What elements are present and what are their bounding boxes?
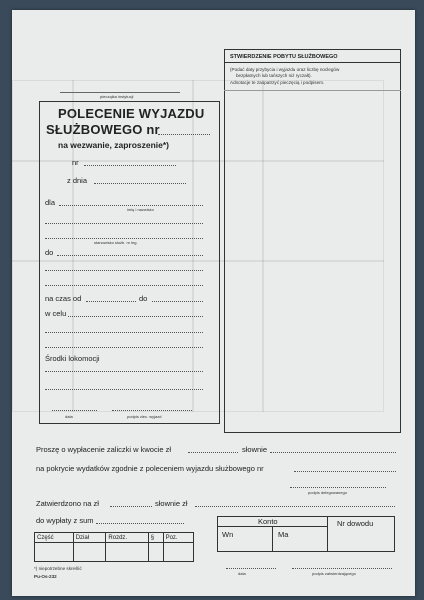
advance-order-number-field[interactable] — [294, 471, 396, 472]
column-header: Rozdz. — [106, 533, 148, 543]
destination-field[interactable] — [57, 255, 203, 256]
confirmation-row-divider — [224, 90, 401, 91]
stay-confirmation-box — [224, 49, 401, 433]
destination-field-2[interactable] — [45, 270, 203, 271]
table-cell[interactable] — [35, 543, 74, 562]
advance-words-label: słownie — [242, 445, 268, 454]
purpose-field-2[interactable] — [45, 332, 203, 333]
table-cell[interactable] — [148, 543, 163, 562]
name-field[interactable] — [59, 205, 203, 206]
credit-label: Ma — [278, 530, 289, 539]
order-date-caption: data — [65, 414, 73, 419]
name-field-2[interactable] — [45, 223, 203, 224]
confirmation-note-1: (Podać daty przybycia i wyjazdu oraz liczbę noclegów — [230, 67, 340, 72]
approver-signature-line[interactable] — [292, 568, 392, 569]
position-caption: stanowisko służb. nr leg. — [94, 240, 138, 245]
purpose-field[interactable] — [68, 316, 203, 317]
transport-label: Środki lokomocji — [45, 354, 100, 363]
transport-field[interactable] — [45, 371, 203, 372]
konto-header: Konto — [258, 517, 278, 526]
payout-label: do wypłaty z sum — [36, 516, 94, 525]
table-cell[interactable] — [73, 543, 106, 562]
order-subtitle: na wezwanie, zaproszenie*) — [58, 140, 170, 150]
bottom-date-caption: data — [238, 571, 246, 576]
confirmation-header-divider — [224, 62, 401, 63]
purpose-field-3[interactable] — [45, 347, 203, 348]
account-divider — [272, 526, 273, 552]
for-label: dla — [45, 198, 56, 207]
table-row — [35, 543, 194, 562]
advance-amount-field[interactable] — [188, 452, 238, 453]
employee-signature-caption: podpis delegowanego — [308, 490, 347, 495]
bottom-date-line[interactable] — [226, 568, 276, 569]
duration-to-field[interactable] — [152, 301, 203, 302]
approved-words-label: słownie zł — [155, 499, 188, 508]
column-header: Poz. — [163, 533, 193, 543]
confirmation-note-2: bezpłatnych lub tańszych niż ryczałt). — [236, 73, 312, 78]
approved-amount-field[interactable] — [110, 506, 152, 507]
purpose-label: w celu — [45, 309, 67, 318]
document-page — [12, 10, 415, 596]
proof-number-header: Nr dowodu — [337, 519, 374, 528]
to-label: do — [45, 248, 54, 257]
advance-purpose-text: na pokrycie wydatków zgodnie z poleceniem wyjazdu służbowego nr — [36, 464, 264, 473]
institution-stamp-caption: pieczątka instytucji — [100, 94, 134, 99]
confirmation-title: STWIERDZENIE POBYTU SŁUŻBOWEGO — [230, 54, 338, 60]
table-cell[interactable] — [163, 543, 193, 562]
table-cell[interactable] — [106, 543, 148, 562]
order-signature-line[interactable] — [112, 410, 192, 411]
payout-field[interactable] — [96, 523, 184, 524]
advance-words-field[interactable] — [270, 452, 396, 453]
column-header: § — [148, 533, 163, 543]
order-title-line1: POLECENIE WYJAZDU — [58, 106, 205, 121]
nr-field[interactable] — [84, 165, 176, 166]
approved-words-field[interactable] — [195, 506, 395, 507]
date-field[interactable] — [94, 183, 186, 184]
position-field[interactable] — [45, 238, 203, 239]
account-divider — [327, 516, 328, 552]
date-label: z dnia — [67, 176, 88, 185]
duration-from-label: na czas od — [45, 294, 82, 303]
order-signature-caption: podpis zlec. wyjazd — [127, 414, 162, 419]
employee-signature-line[interactable] — [290, 487, 386, 488]
duration-to-label: do — [139, 294, 148, 303]
advance-request-text: Proszę o wypłacenie zaliczki w kwocie zł — [36, 445, 172, 454]
nr-label: nr — [72, 158, 79, 167]
stamp-line — [60, 92, 180, 93]
footnote: *) niepotrzebne skreślić — [34, 566, 82, 571]
duration-from-field[interactable] — [86, 301, 136, 302]
column-header: Część — [35, 533, 74, 543]
form-code: Pu-Os-232 — [34, 574, 57, 579]
order-title-line2: SŁUŻBOWEGO nr — [46, 122, 160, 137]
debit-label: Wn — [222, 530, 234, 539]
approved-amount-label: Zatwierdzono na zł — [36, 499, 99, 508]
budget-classification-table — [34, 532, 194, 562]
transport-field-2[interactable] — [45, 389, 203, 390]
order-date-line[interactable] — [52, 410, 97, 411]
order-number-line — [158, 134, 210, 135]
name-caption: imię i nazwisko — [127, 207, 154, 212]
approver-signature-caption: podpis zatwierdzającego — [312, 571, 356, 576]
table-row — [35, 533, 194, 543]
destination-field-3[interactable] — [45, 285, 203, 286]
confirmation-note-3: Adnotacje te zaopatrzyć pieczęcią i podpisem. — [230, 80, 325, 85]
column-header: Dział — [73, 533, 106, 543]
